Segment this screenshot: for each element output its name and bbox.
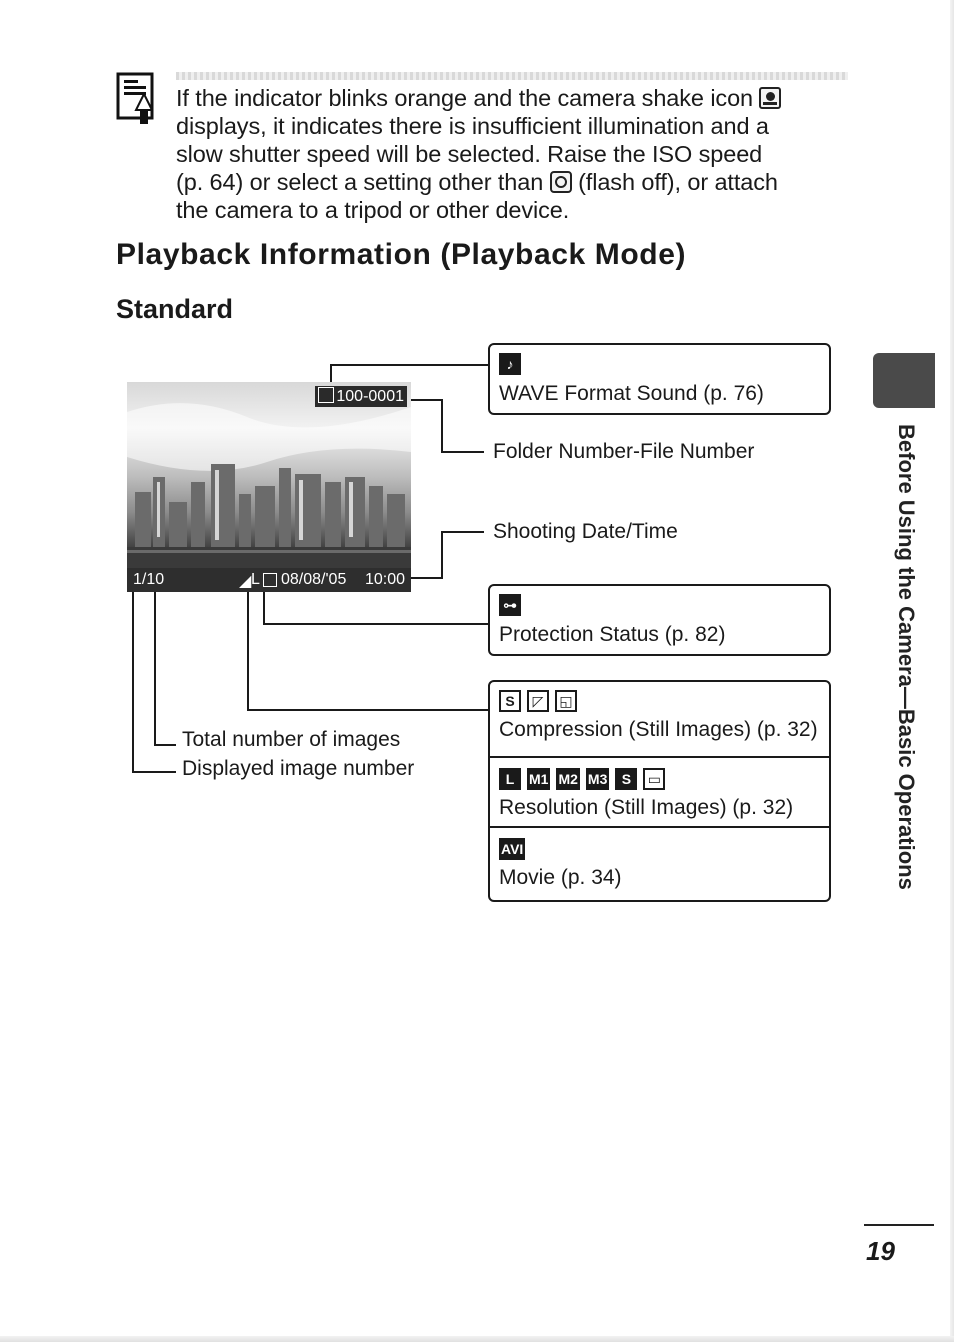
note-line-5: the camera to a tripod or other device.	[176, 197, 570, 223]
shooting-date: 08/08/'05	[281, 571, 347, 588]
chapter-title-text: Before Using the Camera—Basic Operations	[894, 424, 919, 890]
note-line-3: slow shutter speed will be selected. Raise the ISO speed	[176, 141, 763, 167]
page-edge-right	[950, 0, 954, 1342]
format-row-divider	[490, 756, 829, 758]
chapter-tab	[873, 353, 935, 408]
folder-file-number: 100-0001	[336, 388, 404, 405]
note-line-4a: (p. 64) or select a setting other than	[176, 169, 544, 195]
shooting-datetime-label: Shooting Date/Time	[493, 520, 678, 543]
screen-status-bar	[127, 568, 411, 592]
total-images-label: Total number of images	[182, 728, 401, 751]
protect-icon	[263, 573, 277, 587]
wave-label: WAVE Format Sound (p. 76)	[499, 382, 764, 405]
folder-number-label: Folder Number-File Number	[493, 440, 755, 463]
protect-key-icon: ⊶	[499, 594, 521, 616]
city-skyline-photo	[127, 382, 411, 592]
chapter-title	[893, 424, 923, 944]
shooting-time: 10:00	[365, 571, 406, 588]
resolution-label: Resolution (Still Images) (p. 32)	[499, 796, 794, 819]
folder-file-readout	[315, 386, 407, 407]
format-callout-box	[488, 680, 831, 902]
resolution-m2-icon: M2	[556, 768, 579, 790]
note-line-1: If the indicator blinks orange and the camera shake icon	[176, 85, 754, 111]
resolution-m1-icon: M1	[527, 768, 550, 790]
wave-sound-icon: ♪	[499, 353, 521, 375]
resolution-s-icon: S	[615, 768, 637, 790]
page-number-rule	[864, 1224, 934, 1226]
page-number: 19	[866, 1236, 895, 1266]
fine-compression-icon: ◸	[527, 690, 549, 712]
compression-icon: ◢	[239, 573, 252, 590]
format-row-divider-2	[490, 826, 829, 828]
protection-label: Protection Status (p. 82)	[499, 623, 726, 646]
compression-label: Compression (Still Images) (p. 32)	[499, 718, 818, 741]
sound-icon	[318, 387, 334, 403]
resolution-indicator: L	[251, 571, 260, 588]
movie-label: Movie (p. 34)	[499, 866, 622, 889]
page-edge-bottom	[0, 1336, 954, 1342]
displayed-number-label: Displayed image number	[182, 757, 415, 780]
avi-movie-icon: AVI	[499, 838, 525, 860]
protection-callout-box	[488, 584, 831, 656]
wave-callout-box	[488, 343, 831, 415]
resolution-l-icon: L	[499, 768, 521, 790]
normal-compression-icon: ◱	[555, 690, 577, 712]
note-line-2: displays, it indicates there is insufficient illumination and a	[176, 113, 769, 139]
playback-screen-image	[127, 382, 411, 592]
subsection-heading: Standard	[116, 294, 234, 324]
note-line-4b: (flash off), or attach	[578, 169, 778, 195]
resolution-m3-icon: M3	[586, 768, 609, 790]
superfine-compression-icon: S	[499, 690, 521, 712]
postcard-icon: ▭	[643, 768, 665, 790]
image-count: 1/10	[133, 571, 165, 588]
section-heading: Playback Information (Playback Mode)	[116, 238, 687, 271]
